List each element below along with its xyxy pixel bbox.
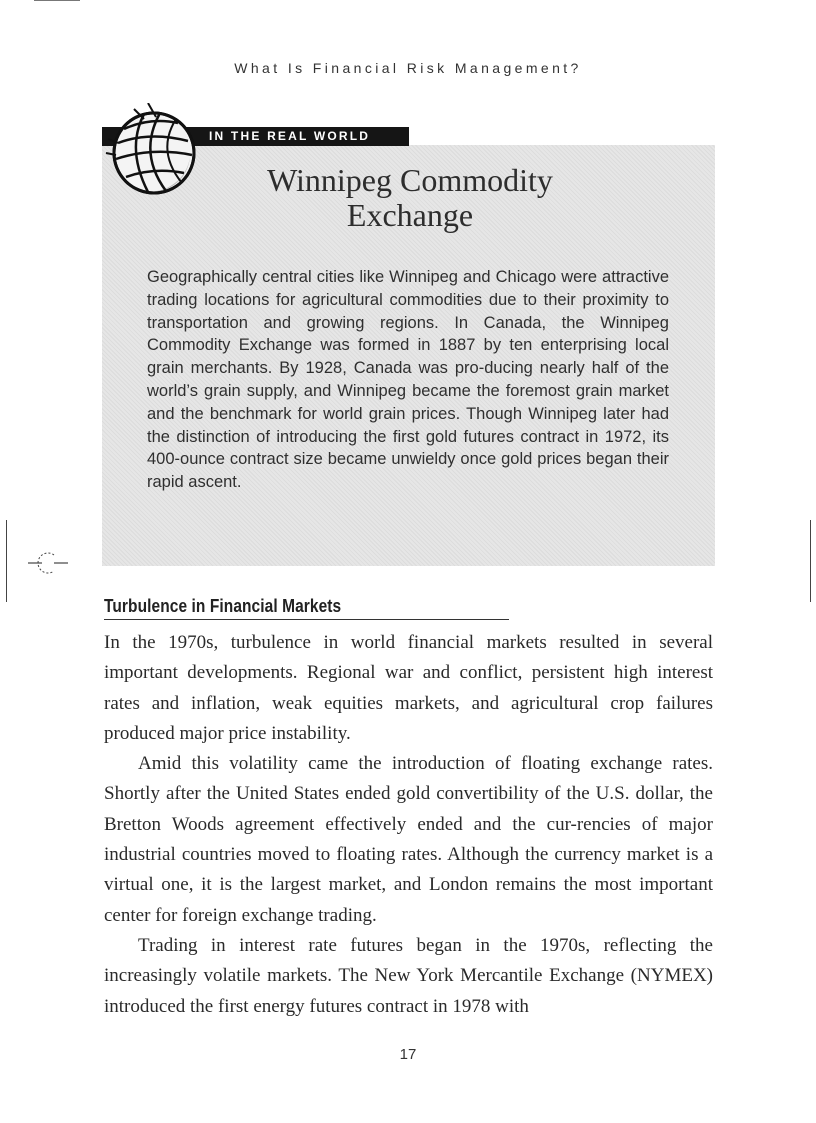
globe-icon	[104, 103, 200, 199]
paragraph: Amid this volatility came the introduction of floating exchange rates. Shortly after the United States ended gold convertibility of the U.S. dollar, the Bretton Woods agreement effectively ended and the cur-rencies of major industrial countries moved to floating rates. Although the currency market is a virtual one, it is the largest market, and London remains the most important center for foreign exchange trading.	[104, 753, 713, 926]
paragraph: Trading in interest rate futures began in the 1970s, reflecting the increasingly volatile markets. The New York Mercantile Exchange (NYMEX) introduced the first energy futures contract in 1978 with	[104, 934, 713, 1017]
body-text	[104, 628, 713, 1022]
paragraph: In the 1970s, turbulence in world financial markets resulted in several important developments. Regional war and conflict, persistent high interest rates and inflation, weak equities markets, and agricultural crop failures produced major price instability.	[104, 632, 713, 744]
crop-mark-right	[810, 520, 811, 602]
section-heading-text: Turbulence in Financial Markets	[104, 596, 342, 616]
sidebar-label: IN THE REAL WORLD	[209, 129, 371, 143]
sidebar-title	[200, 163, 620, 233]
running-head: What Is Financial Risk Management?	[234, 60, 582, 76]
top-rule	[34, 0, 80, 1]
registration-mark-icon	[28, 549, 68, 577]
sidebar-title-line-2: Exchange	[346, 197, 474, 233]
page-number: 17	[399, 1046, 417, 1063]
sidebar-title-line-1: Winnipeg Commodity	[267, 162, 553, 198]
crop-mark-left	[6, 520, 7, 602]
section-heading	[104, 595, 509, 620]
sidebar-body: Geographically central cities like Winnipeg and Chicago were attractive trading locations for agricultural commodities due to their proximity to transportation and growing regions. In Canada, the Winnipeg Commodity Exchange was formed in 1887 by ten enterprising local grain merchants. By 1928, Canada was pro-ducing nearly half of the world’s grain supply, and Winnipeg became the foremost grain market and the benchmark for world grain prices. Though Winnipeg later had the distinction of introducing the first gold futures contract in 1972, its 400-ounce contract size became unwieldy once gold prices began their rapid ascent.	[147, 268, 669, 492]
